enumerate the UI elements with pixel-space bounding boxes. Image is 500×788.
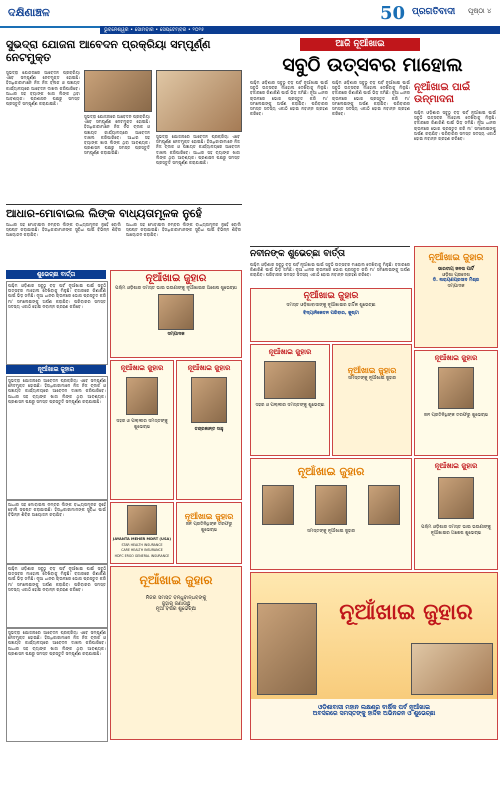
ad-text: ଜନ ପ୍ରତିନିଧିଙ୍କ ତରଫରୁ ଶୁଭେଚ୍ଛା <box>423 413 489 418</box>
section-name: ଦକ୍ଷିଣାଞ୍ଚଳ <box>8 6 50 19</box>
right-ad-3 <box>414 458 498 570</box>
ad-text: ସମସ୍ତଙ୍କୁ ନୂଆଁଖାଇ ଜୁହାର <box>306 529 356 534</box>
right-kicker: ଆଜି ନୂଆଁଖାଇ <box>300 38 420 51</box>
right-body-3: ପଶ୍ଚିମ ଓଡ଼ିଶାର ସବୁଠୁ ବଡ଼ ପର୍ବ ନୂଆଁଖାଇ ପାଇଁ ସବୁଠି ଉତ୍ସବର ମାହୋଲ ଦେଖିବାକୁ ମିଳୁଛି। ବଜାରରେ କିଣାକିଣି ପାଇଁ ଭିଡ଼ ଜମିଛି। ନୂଆ ଧାନର ଚାଉଳରେ ଭୋଗ ପ୍ରସ୍ତୁତ କରି ମା' ସମଲେଇଙ୍କୁ ଅର୍ପଣ କରାଯିବ। ପରିବାରର ସମସ୍ତ ସଦସ୍ୟ ଏକାଠି ହୋଇ ନବାନ୍ନ ଗ୍ରହଣ କରିବେ। <box>414 110 496 142</box>
ad-title: ନୂଆଁଖାଇ ଜୁହାର <box>347 365 397 375</box>
portrait-photo <box>438 477 474 519</box>
ad-text: ଜନ ପ୍ରତିନିଧିଙ୍କ ତରଫରୁ ଶୁଭେଚ୍ଛା <box>185 522 233 533</box>
anniversary-logo: 50 <box>380 3 406 24</box>
greeting-panel-2 <box>250 344 330 456</box>
greeting-panel-1 <box>250 288 412 342</box>
right-body-2: ପଶ୍ଚିମ ଓଡ଼ିଶାର ସବୁଠୁ ବଡ଼ ପର୍ବ ନୂଆଁଖାଇ ପାଇଁ ସବୁଠି ଉତ୍ସବର ମାହୋଲ ଦେଖିବାକୁ ମିଳୁଛି। ବଜାରରେ କିଣାକିଣି ପାଇଁ ଭିଡ଼ ଜମିଛି। ନୂଆ ଧାନର ଚାଉଳରେ ଭୋଗ ପ୍ରସ୍ତୁତ କରି ମା' ସମଲେଇଙ୍କୁ ଅର୍ପଣ କରାଯିବ। ପରିବାରର ସମସ୍ତ ସଦସ୍ୟ ଏକାଠି ହୋଇ ନବାନ୍ନ ଗ୍ରହଣ କରିବେ। <box>332 80 410 117</box>
brief-body: ପଶ୍ଚିମ ଓଡ଼ିଶାର ସବୁଠୁ ବଡ଼ ପର୍ବ ନୂଆଁଖାଇ ପାଇଁ ସବୁଠି ଉତ୍ସବର ମାହୋଲ ଦେଖିବାକୁ ମିଳୁଛି। ବଜାରରେ କିଣାକିଣି ପାଇଁ ଭିଡ଼ ଜମିଛି। ନୂଆ ଧାନର ଚାଉଳରେ ଭୋଗ ପ୍ରସ୍ତୁତ କରି ମା' ସମଲେଇଙ୍କୁ ଅର୍ପଣ କରାଯିବ। ପରିବାରର ସମସ୍ତ ସଦସ୍ୟ ଏକାଠି ହୋଇ ନବାନ୍ନ ଗ୍ରହଣ କରିବେ। <box>6 281 108 365</box>
page-number: ପୃଷ୍ଠା ୪ <box>468 7 492 15</box>
brief-title: ଶୁଭେଚ୍ଛା ବାର୍ତ୍ତା <box>6 270 106 279</box>
bottom-banner <box>250 572 498 740</box>
left-ad-title: ନୂଆଁଖାଇ ଜୁହାର <box>6 365 106 374</box>
left-story-body-2: ସୁଭଦ୍ରା ଯୋଜନାରେ ଆବେଦନ ପ୍ରକ୍ରିୟା ଏବେ ସମ୍ପୂର୍ଣ୍ଣ ନେଟମୁକ୍ତ ହୋଇଛି। ହିତାଧିକାରୀମାନେ ନିଜ ନିଜ ବ୍ଲକ ଓ ପଞ୍ଚାୟତ କାର୍ଯ୍ୟାଳୟରେ ଆବେଦନ ଦାଖଲ କରିପାରିବେ। ଆଧାର ସହ ବ୍ୟାଙ୍କ ଖାତା ଲିଙ୍କ ଥିବା ଆବଶ୍ୟକ। ପ୍ରଶାସନ ପକ୍ଷରୁ ସମସ୍ତ ପ୍ରସ୍ତୁତି ସମ୍ପୂର୍ଣ୍ଣ କରାଯାଇଛି। <box>84 114 150 156</box>
group-photo <box>264 361 316 399</box>
portrait-photo <box>158 294 194 330</box>
greeting-panel-3 <box>332 344 412 456</box>
ad-line-3: ଡି. ନାରାୟଣପ୍ରସାଦ ମିଶ୍ର <box>432 278 480 283</box>
news-photo-2 <box>156 70 242 132</box>
ad-line-2: ଓଡ଼ିଶା ପ୍ରଦେଶ <box>442 272 470 278</box>
ad-name: ଚନ୍ଦ୍ରକାନ୍ତ ସାହୁ <box>194 427 224 432</box>
right-ad <box>414 246 498 348</box>
banner-line-2: ଅବସରରେ ସମସ୍ତଙ୍କୁ ହାର୍ଦ୍ଦିକ ଅଭିନନ୍ଦନ ଓ ଶୁଭେଚ୍ଛା <box>312 709 436 717</box>
right-subhead: ନୂଆଁଖାଇ ପାଇଁ ଉନ୍ମାଦନା <box>414 82 471 105</box>
ad-line-1: ଭାରତୀୟ ଜନତା ପାର୍ଟି <box>437 267 475 272</box>
portrait-photo <box>126 377 158 415</box>
greeting-ad-4 <box>176 502 242 564</box>
ad-title: ନୂଆଁଖାଇ ଜୁହାର <box>428 253 484 263</box>
right-headline: ସବୁଠି ଉତ୍ସବର ମାହୋଲ <box>282 54 463 76</box>
insurer-list: STAR HEALTH INSURANCE CARE HEALTH INSURANCE HDFC ERGO GENERAL INSURANCE <box>114 542 170 558</box>
ad-title: ନୂଆଁଖାଇ ଜୁହାର <box>303 291 359 301</box>
portrait-photo <box>315 485 347 525</box>
banner-footer <box>251 699 497 739</box>
left-list-body-4: ସୁଭଦ୍ରା ଯୋଜନାରେ ଆବେଦନ ପ୍ରକ୍ରିୟା ଏବେ ସମ୍ପୂର୍ଣ୍ଣ ନେଟମୁକ୍ତ ହୋଇଛି। ହିତାଧିକାରୀମାନେ ନିଜ ନିଜ ବ୍ଲକ ଓ ପଞ୍ଚାୟତ କାର୍ଯ୍ୟାଳୟରେ ଆବେଦନ ଦାଖଲ କରିପାରିବେ। ଆଧାର ସହ ବ୍ୟାଙ୍କ ଖାତା ଲିଙ୍କ ଥିବା ଆବଶ୍ୟକ। ପ୍ରଶାସନ ପକ୍ଷରୁ ସମସ୍ତ ପ୍ରସ୍ତୁତି ସମ୍ପୂର୍ଣ୍ଣ କରାଯାଇଛି। <box>6 628 108 742</box>
portrait-photo <box>191 377 227 423</box>
ad-title: ନୂଆଁଖାଇ ଜୁହାର <box>434 461 478 470</box>
ad-name: ସମ୍ପାଦକ <box>167 331 185 337</box>
leader-photo <box>257 603 317 695</box>
left-story-body: ସୁଭଦ୍ରା ଯୋଜନାରେ ଆବେଦନ ପ୍ରକ୍ରିୟା ଏବେ ସମ୍ପୂର୍ଣ୍ଣ ନେଟମୁକ୍ତ ହୋଇଛି। ହିତାଧିକାରୀମାନେ ନିଜ ନିଜ ବ୍ଲକ ଓ ପଞ୍ଚାୟତ କାର୍ଯ୍ୟାଳୟରେ ଆବେଦନ ଦାଖଲ କରିପାରିବେ। ଆଧାର ସହ ବ୍ୟାଙ୍କ ଖାତା ଲିଙ୍କ ଥିବା ଆବଶ୍ୟକ। ପ୍ରଶାସନ ପକ୍ଷରୁ ସମସ୍ତ ପ୍ରସ୍ତୁତି ସମ୍ପୂର୍ଣ୍ଣ କରାଯାଇଛି। <box>6 70 80 107</box>
left-list-body: ସୁଭଦ୍ରା ଯୋଜନାରେ ଆବେଦନ ପ୍ରକ୍ରିୟା ଏବେ ସମ୍ପୂର୍ଣ୍ଣ ନେଟମୁକ୍ତ ହୋଇଛି। ହିତାଧିକାରୀମାନେ ନିଜ ନିଜ ବ୍ଲକ ଓ ପଞ୍ଚାୟତ କାର୍ଯ୍ୟାଳୟରେ ଆବେଦନ ଦାଖଲ କରିପାରିବେ। ଆଧାର ସହ ବ୍ୟାଙ୍କ ଖାତା ଲିଙ୍କ ଥିବା ଆବଶ୍ୟକ। ପ୍ରଶାସନ ପକ୍ଷରୁ ସମସ୍ତ ପ୍ରସ୍ତୁତି ସମ୍ପୂର୍ଣ୍ଣ କରାଯାଇଛି। <box>6 376 108 500</box>
agent-name: JAYANTA MEHER MDRT (USA) <box>113 537 171 541</box>
greeting-panel-4 <box>250 458 412 570</box>
dance-photo <box>411 643 493 695</box>
right-body-1: ପଶ୍ଚିମ ଓଡ଼ିଶାର ସବୁଠୁ ବଡ଼ ପର୍ବ ନୂଆଁଖାଇ ପାଇଁ ସବୁଠି ଉତ୍ସବର ମାହୋଲ ଦେଖିବାକୁ ମିଳୁଛି। ବଜାରରେ କିଣାକିଣି ପାଇଁ ଭିଡ଼ ଜମିଛି। ନୂଆ ଧାନର ଚାଉଳରେ ଭୋଗ ପ୍ରସ୍ତୁତ କରି ମା' ସମଲେଇଙ୍କୁ ଅର୍ପଣ କରାଯିବ। ପରିବାରର ସମସ୍ତ ସଦସ୍ୟ ଏକାଠି ହୋଇ ନବାନ୍ନ ଗ୍ରହଣ କରିବେ। <box>250 80 328 117</box>
ad-line-4: ସମ୍ପାଦକ <box>447 283 465 289</box>
date-line: ଭୁବନେଶ୍ୱର • ସୋମବାର • ସେପ୍ଟେମ୍ବର • ୨୦୨୫ <box>100 26 500 34</box>
left-bottom-ad <box>110 566 242 740</box>
left-story2-body: ଆଧାର ସହ ମୋବାଇଲ ନମ୍ବର ଲିଙ୍କ ବାଧ୍ୟତାମୂଳକ ନୁହେଁ ବୋଲି ସ୍ପଷ୍ଟ କରାଯାଇଛି। ହିତାଧିକାରୀମାନଙ୍କ ସୁବିଧା ପାଇଁ ବିଭିନ୍ନ ଶିବିର ଆୟୋଜନ କରାଯିବ। <box>6 222 121 238</box>
ad-text: ସହର ଓ ପଲ୍ଲୀର ସମସ୍ତଙ୍କୁ ଶୁଭେଚ୍ଛା <box>255 403 325 408</box>
ad-text: ପଶ୍ଚିମ ଓଡ଼ିଶାର ସମସ୍ତ ଭାଇ ଭଉଣୀଙ୍କୁ ନୂଆଁଖାଇର ଅଶେଷ ଶୁଭେଚ୍ଛା <box>421 525 491 536</box>
ad-title: ନୂଆଁଖାଇ ଜୁହାର <box>139 573 213 587</box>
ad-title: ନୂଆଁଖାଇ ଜୁହାର <box>297 465 365 478</box>
portrait-photo <box>262 485 294 525</box>
mid-body: ପଶ୍ଚିମ ଓଡ଼ିଶାର ସବୁଠୁ ବଡ଼ ପର୍ବ ନୂଆଁଖାଇ ପାଇଁ ସବୁଠି ଉତ୍ସବର ମାହୋଲ ଦେଖିବାକୁ ମିଳୁଛି। ବଜାରରେ କିଣାକିଣି ପାଇଁ ଭିଡ଼ ଜମିଛି। ନୂଆ ଧାନର ଚାଉଳରେ ଭୋଗ ପ୍ରସ୍ତୁତ କରି ମା' ସମଲେଇଙ୍କୁ ଅର୍ପଣ କରାଯିବ। ପରିବାରର ସମସ୍ତ ସଦସ୍ୟ ଏକାଠି ହୋଇ ନବାନ୍ନ ଗ୍ରହଣ କରିବେ। <box>250 262 410 278</box>
ad-title: ନୂଆଁଖାଇ ଜୁହାର <box>120 363 164 372</box>
left-story2-body-b: ଆଧାର ସହ ମୋବାଇଲ ନମ୍ବର ଲିଙ୍କ ବାଧ୍ୟତାମୂଳକ ନୁହେଁ ବୋଲି ସ୍ପଷ୍ଟ କରାଯାଇଛି। ହିତାଧିକାରୀମାନଙ୍କ ସୁବିଧା ପାଇଁ ବିଭିନ୍ନ ଶିବିର ଆୟୋଜନ କରାଯିବ। <box>126 222 241 238</box>
ad-title: ନୂଆଁଖାଇ ଜୁହାର <box>187 363 231 372</box>
ad-title: ନୂଆଁଖାଇ ଜୁହାର <box>434 353 478 362</box>
insurance-ad <box>110 502 174 564</box>
ad-text: ସମସ୍ତ ଓଡ଼ିଶାବାସୀଙ୍କୁ ନୂଆଁଖାଇର ହାର୍ଦ୍ଦିକ ଶୁଭେଚ୍ଛା <box>286 303 376 308</box>
left-headline-2: ଆଧାର-ମୋବାଇଲ ଲିଙ୍କ ବାଧ୍ୟତାମୂଳକ ନୁହେଁ <box>6 204 242 220</box>
ad-text: ପଶ୍ଚିମ ଓଡ଼ିଶାର ସମସ୍ତ ଭାଇ ଭଉଣୀଙ୍କୁ ନୂଆଁଖାଇର ଅଶେଷ ଶୁଭେଚ୍ଛା <box>115 286 237 291</box>
ad-line-3: ନୂଆ ବର୍ଷର ଶୁଭେଚ୍ଛା <box>155 606 197 612</box>
ad-name: ବିଦ୍ୟାନିକେତନ ପରିବାର, କୁଷ୍ଟା <box>303 310 359 316</box>
banner-title: ନୂଆଁଖାଇ ଜୁହାର <box>339 599 473 625</box>
photo-row <box>251 485 411 525</box>
mid-headline: ନବୀନଙ୍କ ଶୁଭେଚ୍ଛା ବାର୍ତ୍ତା <box>250 246 410 260</box>
brand-name: ପ୍ରଗତିବାଦୀ <box>412 7 456 17</box>
ad-title: ନୂଆଁଖାଇ ଜୁହାର <box>184 511 234 521</box>
ad-line-1: ନିଜର ସମସ୍ତ ବନ୍ଧୁବାନ୍ଧବଙ୍କୁ <box>145 595 207 601</box>
greeting-ad-3 <box>176 360 242 500</box>
ad-line-2: ଜୁହାର ଜଣାଉଛୁ <box>161 600 191 607</box>
left-headline: ସୁଭଦ୍ରା ଯୋଜନା ଆବେଦନ ପ୍ରକ୍ରିୟା ସମ୍ପୂର୍ଣ୍ଣ ନେଟମୁକ୍ତ <box>6 38 211 64</box>
portrait-photo <box>438 367 474 409</box>
ad-title: ନୂଆଁଖାଇ ଜୁହାର <box>268 347 312 356</box>
agent-photo <box>127 505 157 535</box>
ad-text: ସହର ଓ ପଲ୍ଲୀର ସମସ୍ତଙ୍କୁ ଶୁଭେଚ୍ଛା <box>116 419 168 430</box>
left-story-body-3: ସୁଭଦ୍ରା ଯୋଜନାରେ ଆବେଦନ ପ୍ରକ୍ରିୟା ଏବେ ସମ୍ପୂର୍ଣ୍ଣ ନେଟମୁକ୍ତ ହୋଇଛି। ହିତାଧିକାରୀମାନେ ନିଜ ନିଜ ବ୍ଲକ ଓ ପଞ୍ଚାୟତ କାର୍ଯ୍ୟାଳୟରେ ଆବେଦନ ଦାଖଲ କରିପାରିବେ। ଆଧାର ସହ ବ୍ୟାଙ୍କ ଖାତା ଲିଙ୍କ ଥିବା ଆବଶ୍ୟକ। ପ୍ରଶାସନ ପକ୍ଷରୁ ସମସ୍ତ ପ୍ରସ୍ତୁତି ସମ୍ପୂର୍ଣ୍ଣ କରାଯାଇଛି। <box>156 134 240 166</box>
right-ad-2 <box>414 350 498 456</box>
left-list-body-3: ପଶ୍ଚିମ ଓଡ଼ିଶାର ସବୁଠୁ ବଡ଼ ପର୍ବ ନୂଆଁଖାଇ ପାଇଁ ସବୁଠି ଉତ୍ସବର ମାହୋଲ ଦେଖିବାକୁ ମିଳୁଛି। ବଜାରରେ କିଣାକିଣି ପାଇଁ ଭିଡ଼ ଜମିଛି। ନୂଆ ଧାନର ଚାଉଳରେ ଭୋଗ ପ୍ରସ୍ତୁତ କରି ମା' ସମଲେଇଙ୍କୁ ଅର୍ପଣ କରାଯିବ। ପରିବାରର ସମସ୍ତ ସଦସ୍ୟ ଏକାଠି ହୋଇ ନବାନ୍ନ ଗ୍ରହଣ କରିବେ। <box>6 564 108 628</box>
left-list-body-2: ଆଧାର ସହ ମୋବାଇଲ ନମ୍ବର ଲିଙ୍କ ବାଧ୍ୟତାମୂଳକ ନୁହେଁ ବୋଲି ସ୍ପଷ୍ଟ କରାଯାଇଛି। ହିତାଧିକାରୀମାନଙ୍କ ସୁବିଧା ପାଇଁ ବିଭିନ୍ନ ଶିବିର ଆୟୋଜନ କରାଯିବ। <box>6 500 108 564</box>
banner-line-1: ଓଡ଼ିଶାବାସୀ ମହାନ ଲକ୍ଷଣର ବାର୍ଷିକ ପର୍ବ ନୂଆଁଖାଇ <box>318 704 430 711</box>
portrait-photo <box>368 485 400 525</box>
ad-title: ନୂଆଁଖାଇ ଜୁହାର <box>145 273 207 284</box>
greeting-ad-2 <box>110 360 174 500</box>
news-photo <box>84 70 152 112</box>
ad-text: ସମସ୍ତଙ୍କୁ ନୂଆଁଖାଇ ଜୁହାର <box>347 376 397 381</box>
greeting-ad-1 <box>110 270 242 358</box>
